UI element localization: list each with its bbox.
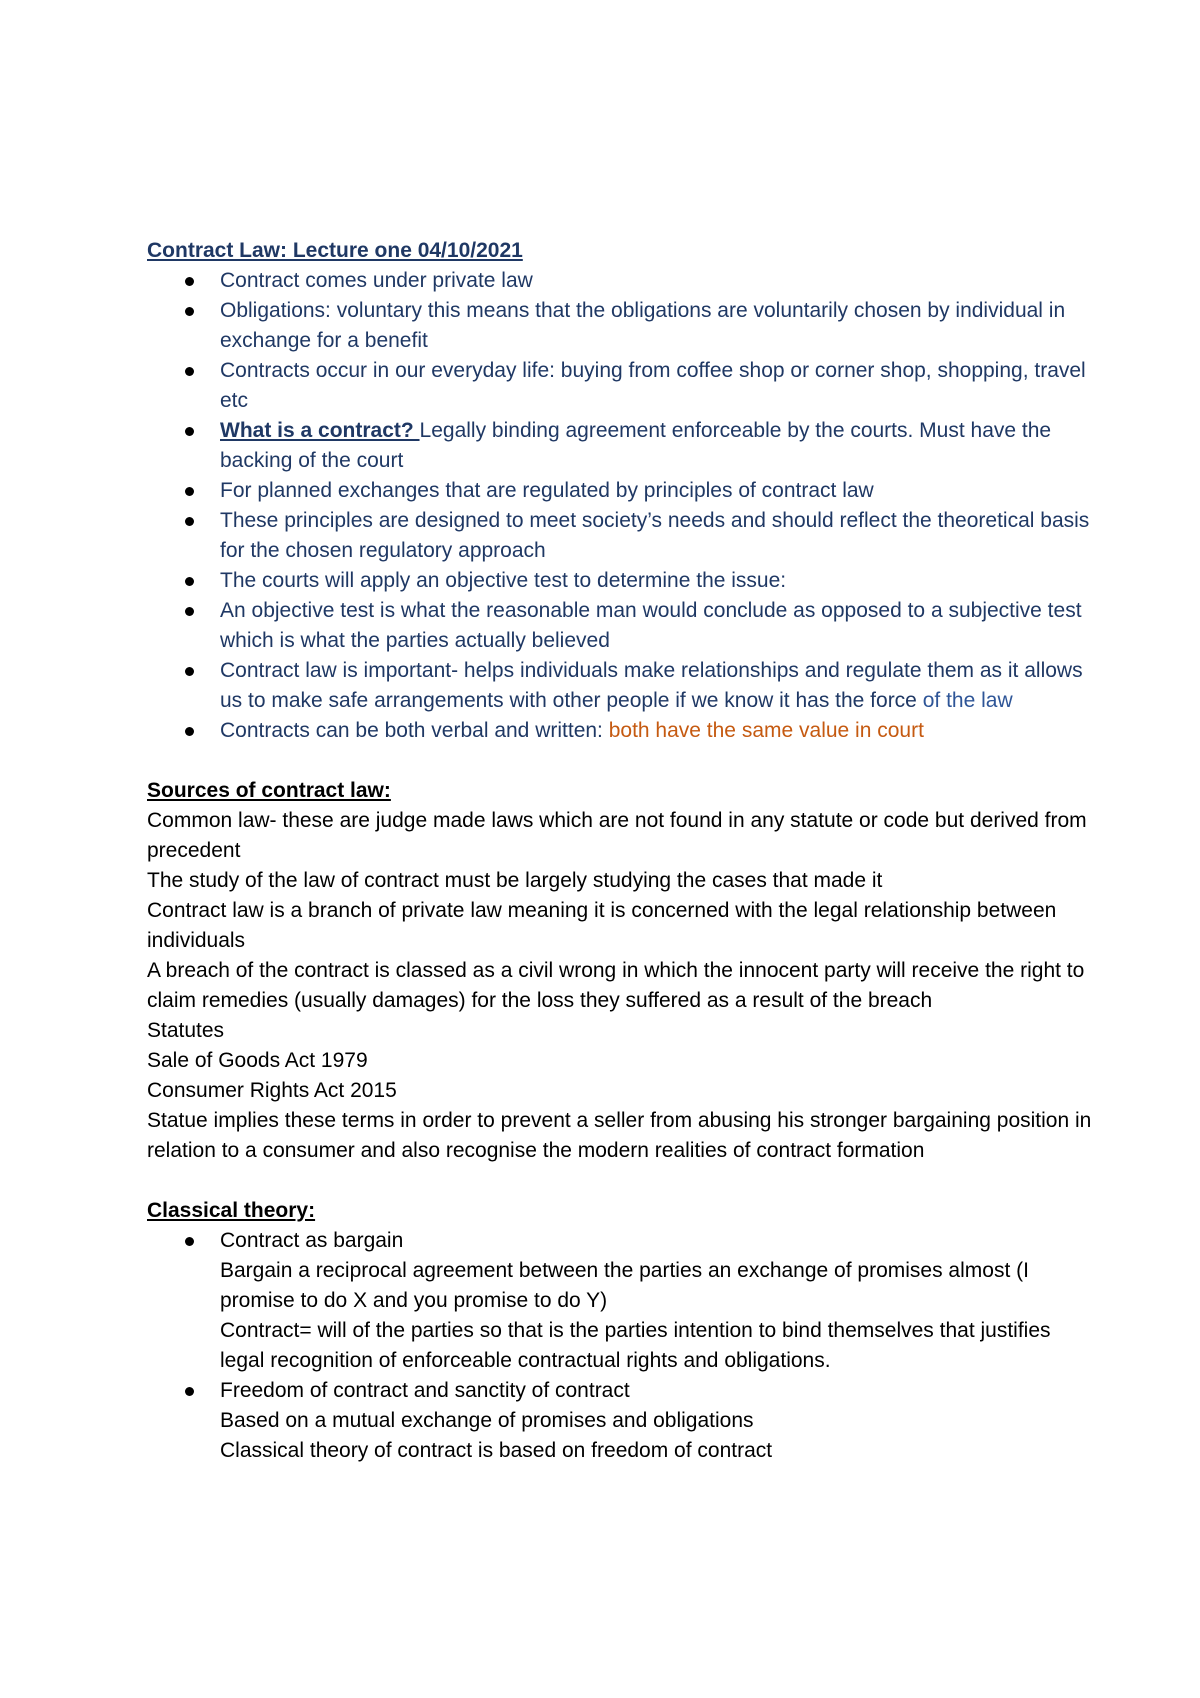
sources-line: Statutes xyxy=(147,1019,225,1042)
lecture-title: Contract Law: Lecture one 04/10/2021 xyxy=(147,239,523,262)
list-item: An objective test is what the reasonable man would conclude as opposed to a subjective test which is what the parties actually believed xyxy=(147,596,1100,656)
list-item: Contracts occur in our everyday life: buying from coffee shop or corner shop, shopping, travel etc xyxy=(147,356,1100,416)
list-item: Obligations: voluntary this means that the obligations are voluntarily chosen by individual in exchange for a benefit xyxy=(147,296,1100,356)
bullet-icon xyxy=(185,517,194,526)
list-item: Contracts can be both verbal and written: both have the same value in court xyxy=(147,716,1100,746)
list-item: Contract as bargain Bargain a reciprocal agreement between the parties an exchange of promises almost (I promise to do X and you promise to do Y) Contract= will of the parties so that is the parties intention to bind themselves that justifies legal recognition of enforceable contractual rights and obligations. xyxy=(147,1226,1100,1376)
list-item: Contract law is important- helps individuals make relationships and regulate them as it allows us to make safe arrangements with other people if we know it has the force of the law xyxy=(147,656,1100,716)
classical-heading: Classical theory: xyxy=(147,1199,316,1222)
sources-line: Common law- these are judge made laws which are not found in any statute or code but derived from precedent xyxy=(147,809,1087,862)
lecture-bullet-list xyxy=(147,266,1100,746)
list-item: These principles are designed to meet society’s needs and should reflect the theoretical basis for the chosen regulatory approach xyxy=(147,506,1100,566)
sources-line: The study of the law of contract must be largely studying the cases that made it xyxy=(147,869,883,892)
bullet-icon xyxy=(185,727,194,736)
bullet-icon xyxy=(185,607,194,616)
list-item: Freedom of contract and sanctity of contract Based on a mutual exchange of promises and obligations Classical theory of contract is based on freedom of contract xyxy=(147,1376,1100,1466)
sources-line: Sale of Goods Act 1979 xyxy=(147,1049,368,1072)
bullet-icon xyxy=(185,1387,194,1396)
sources-line: A breach of the contract is classed as a civil wrong in which the innocent party will receive the right to claim remedies (usually damages) for the loss they suffered as a result of the breach xyxy=(147,959,1085,1012)
list-item: Contract comes under private law xyxy=(147,266,1100,296)
bullet-icon xyxy=(185,307,194,316)
bullet-icon xyxy=(185,487,194,496)
bullet-icon xyxy=(185,667,194,676)
list-item: What is a contract? Legally binding agreement enforceable by the courts. Must have the backing of the court xyxy=(147,416,1100,476)
sources-heading: Sources of contract law: xyxy=(147,779,391,802)
classical-bullet-list xyxy=(147,1226,1100,1466)
bullet-icon xyxy=(185,367,194,376)
bullet-icon xyxy=(185,1237,194,1246)
bullet-icon xyxy=(185,427,194,436)
list-item: For planned exchanges that are regulated by principles of contract law xyxy=(147,476,1100,506)
highlight-text: both have the same value in court xyxy=(608,719,924,742)
list-item: The courts will apply an objective test to determine the issue: xyxy=(147,566,1100,596)
sources-line: Statue implies these terms in order to prevent a seller from abusing his stronger bargaining position in relation to a consumer and also recognise the modern realities of contract formation xyxy=(147,1109,1092,1162)
sources-line: Contract law is a branch of private law meaning it is concerned with the legal relationship between individuals xyxy=(147,899,1057,952)
bullet-icon xyxy=(185,277,194,286)
bullet-icon xyxy=(185,577,194,586)
sources-line: Consumer Rights Act 2015 xyxy=(147,1079,397,1102)
question-label: What is a contract? xyxy=(220,419,420,442)
